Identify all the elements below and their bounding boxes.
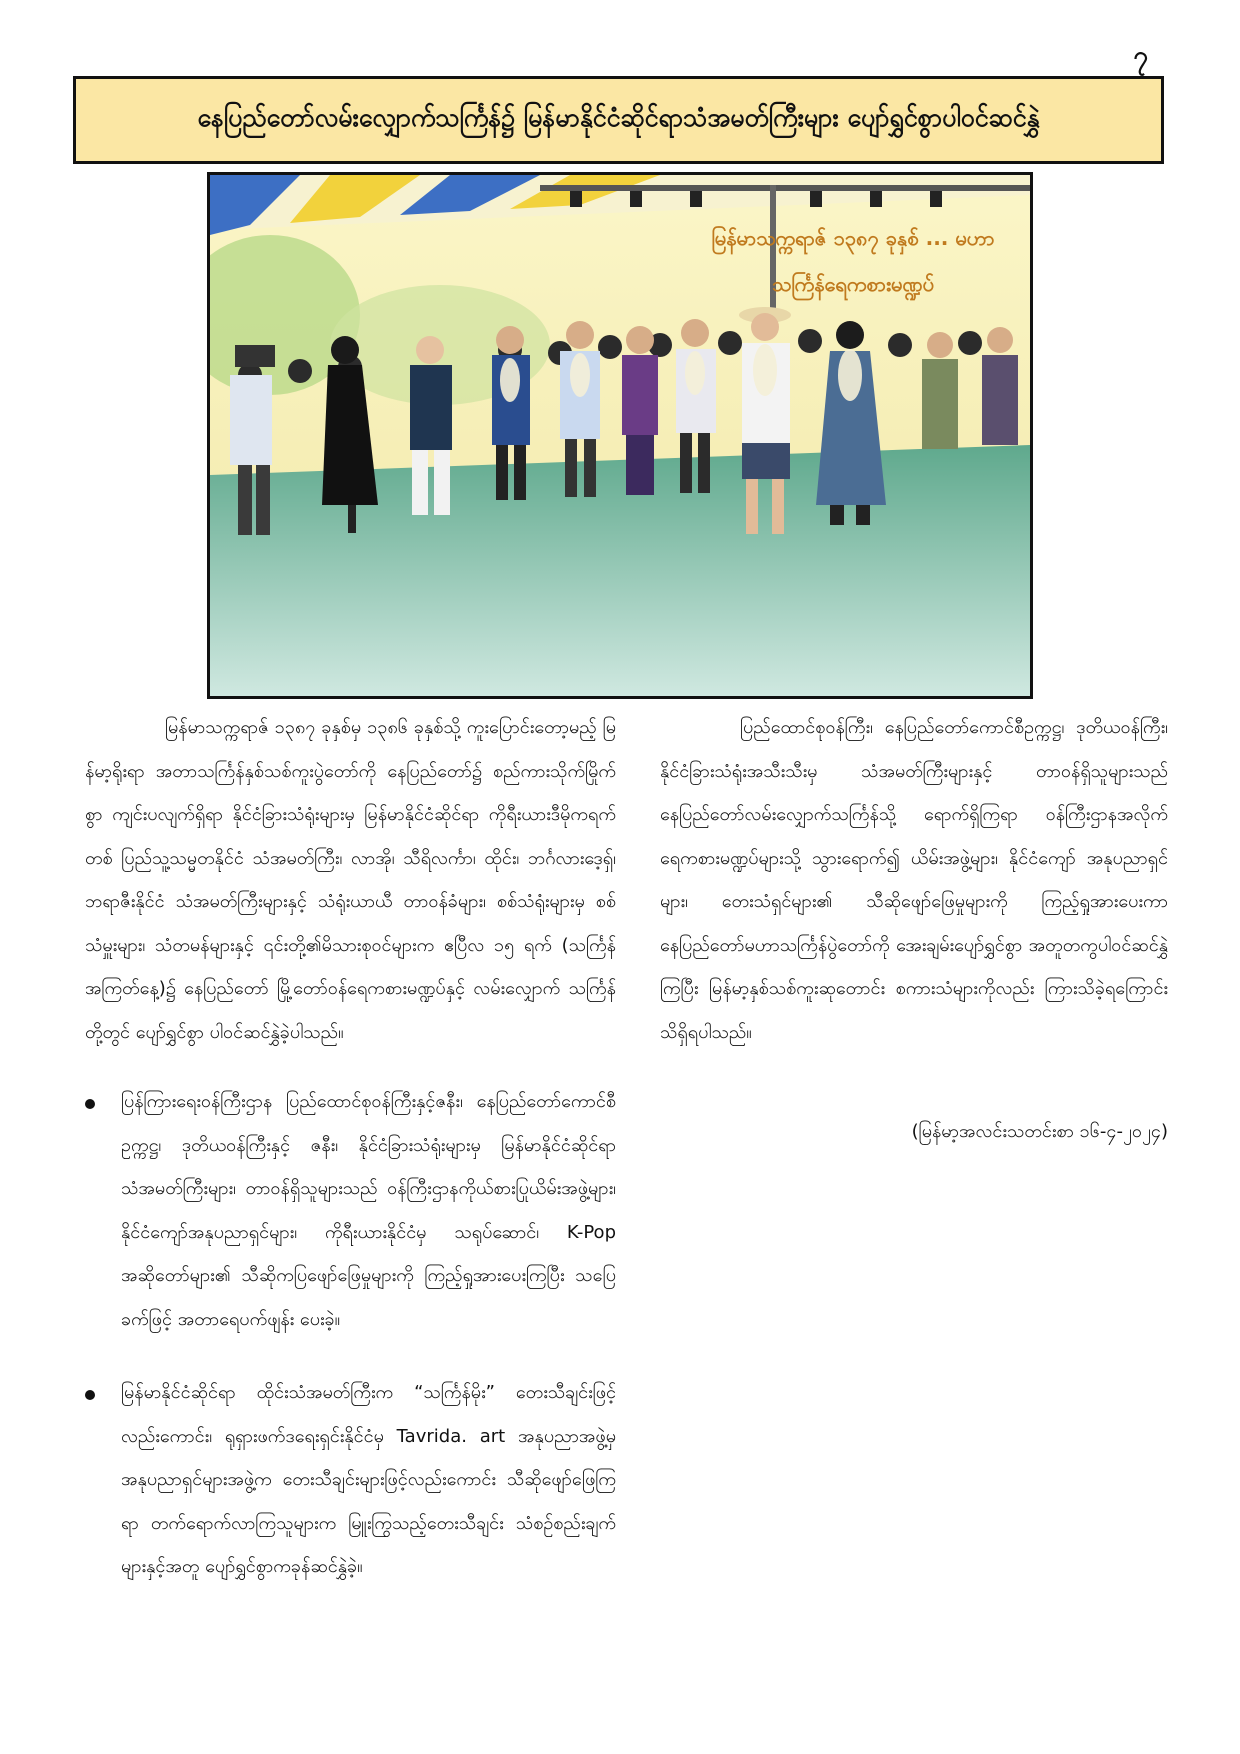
lead-paragraph: မြန်မာသက္ကရာဇ် ၁၃၈၇ ခုနှစ်မှ ၁၃၈၆ ခုနှစ်သို့ ကူးပြောင်းတော့မည့် မြန်မာ့ရိုးရာ အတာသင်္ကြန်နှစ်သစ်ကူးပွဲတော်ကို နေပြည်တော်၌ စည်ကားသိုက်မြိုက်စွာ ကျင်းပလျက်ရှိရာ နိုင်ငံခြားသံရုံးများမှ မြန်မာနိုင်ငံဆိုင်ရာ ကိုရီးယားဒီမိုကရက်တစ် ပြည်သူ့သမ္မတနိုင်ငံ သံအမတ်ကြီး၊ လာအို၊ သီရိလင်္ကာ၊ ထိုင်း၊ ဘင်္ဂလားဒေ့ရှ်၊ ဘရာဇီးနိုင်ငံ သံအမတ်ကြီးများနှင့် သံရုံးယာယီ တာဝန်ခံများ၊ စစ်သံရုံးများမှ စစ်သံမှူးများ၊ သံတမန်များနှင့် ၎င်းတို့၏မိသားစုဝင်များက ဧပြီလ ၁၅ ရက် (သင်္ကြန်အကြတ်နေ့)၌ နေပြည်တော် မြို့တော်ဝန်ရေကစားမဏ္ဍပ်နှင့် လမ်းလျှောက် သင်္ကြန်တို့တွင် ပျော်ရွှင်စွာ ပါဝင်ဆင်နွှဲခဲ့ပါသည်။ [85, 717, 616, 1043]
closing-paragraph: ပြည်ထောင်စုဝန်ကြီး၊ နေပြည်တော်ကောင်စီဥက္ကဋ္ဌ၊ ဒုတိယဝန်ကြီး၊ နိုင်ငံခြားသံရုံးအသီးသီးမှ သံအမတ်ကြီးများနှင့် တာဝန်ရှိသူများသည် နေပြည်တော်လမ်းလျှောက်သင်္ကြန်သို့ ရောက်ရှိကြရာ ဝန်ကြီးဌာနအလိုက် ရေကစားမဏ္ဍပ်များသို့ သွားရောက်၍ ယိမ်းအဖွဲ့များ၊ နိုင်ငံကျော် အနုပညာရှင်များ၊ တေးသံရှင်များ၏ သီဆိုဖျော်ဖြေမှုများကို ကြည့်ရှုအားပေးကာ နေပြည်တော်မဟာသင်္ကြန်ပွဲတော်ကို အေးချမ်းပျော်ရွှင်စွာ အတူတကွပါဝင်ဆင်နွှဲကြပြီး မြန်မာ့နှစ်သစ်ကူးဆုတောင်း စကားသံများကိုလည်း ကြားသိခဲ့ရကြောင်း သိရှိရပါသည်။ [660, 717, 1168, 1043]
event-photo [207, 172, 1033, 699]
bullet-item-1 [85, 1080, 616, 1341]
page-number: ၇ [1133, 41, 1148, 71]
bullet-text: ပြန်ကြားရေးဝန်ကြီးဌာန ပြည်ထောင်စုဝန်ကြီးနှင့်ဇနီး၊ နေပြည်တော်ကောင်စီဥက္ကဋ္ဌ၊ ဒုတိယဝန်ကြီးနှင့် ဇနီး၊ နိုင်ငံခြားသံရုံးများမှ မြန်မာနိုင်ငံဆိုင်ရာ သံအမတ်ကြီးများ၊ တာဝန်ရှိသူများသည် ဝန်ကြီးဌာနကိုယ်စားပြုယိမ်းအဖွဲ့များ၊ နိုင်ငံကျော်အနုပညာရှင်များ၊ ကိုရီးယားနိုင်ငံမှ သရုပ်ဆောင်၊ K-Pop အဆိုတော်များ၏ သီဆိုကပြဖျော်ဖြေမှုများကို ကြည့်ရှုအားပေးကြပြီး သပြေခက်ဖြင့် အတာရေပက်ဖျန်း ပေးခဲ့။ [121, 1091, 616, 1330]
source-citation: (မြန်မာ့အလင်းသတင်းစာ ၁၆-၄-၂၀၂၄) [911, 1121, 1168, 1142]
article-column-right [660, 706, 1168, 1154]
bullet-item-2 [85, 1371, 616, 1589]
photo-banner-text: မြန်မာသက္ကရာဇ် ၁၃၈၇ ခုနှစ် ... မဟာသင်္ကြန်ရေကစားမဏ္ဍပ် [711, 226, 995, 296]
headline: နေပြည်တော်လမ်းလျှောက်သင်္ကြန်၌ မြန်မာနိုင်ငံဆိုင်ရာသံအမတ်ကြီးများ ပျော်ရွှင်စွာပါဝင်ဆင်နွှဲ [197, 102, 1040, 132]
headline-box [73, 76, 1164, 164]
bullet-icon [85, 1390, 95, 1400]
bullet-icon [85, 1099, 95, 1109]
bullet-list [85, 1080, 616, 1589]
bullet-text: မြန်မာနိုင်ငံဆိုင်ရာ ထိုင်းသံအမတ်ကြီးက “သင်္ကြန်မိုး” တေးသီချင်းဖြင့်လည်းကောင်း၊ ရုရှားဖက်ဒရေးရှင်းနိုင်ငံမှ Tavrida. art အနုပညာအဖွဲ့မှ အနုပညာရှင်များအဖွဲ့က တေးသီချင်းများဖြင့်လည်းကောင်း သီဆိုဖျော်ဖြေကြရာ တက်ရောက်လာကြသူများက မြူးကြွသည့်တေးသီချင်း သံစဉ်စည်းချက်များနှင့်အတူ ပျော်ရွှင်စွာကခုန်ဆင်နွှဲခဲ့။ [121, 1382, 616, 1577]
article-column-left [85, 706, 616, 1589]
